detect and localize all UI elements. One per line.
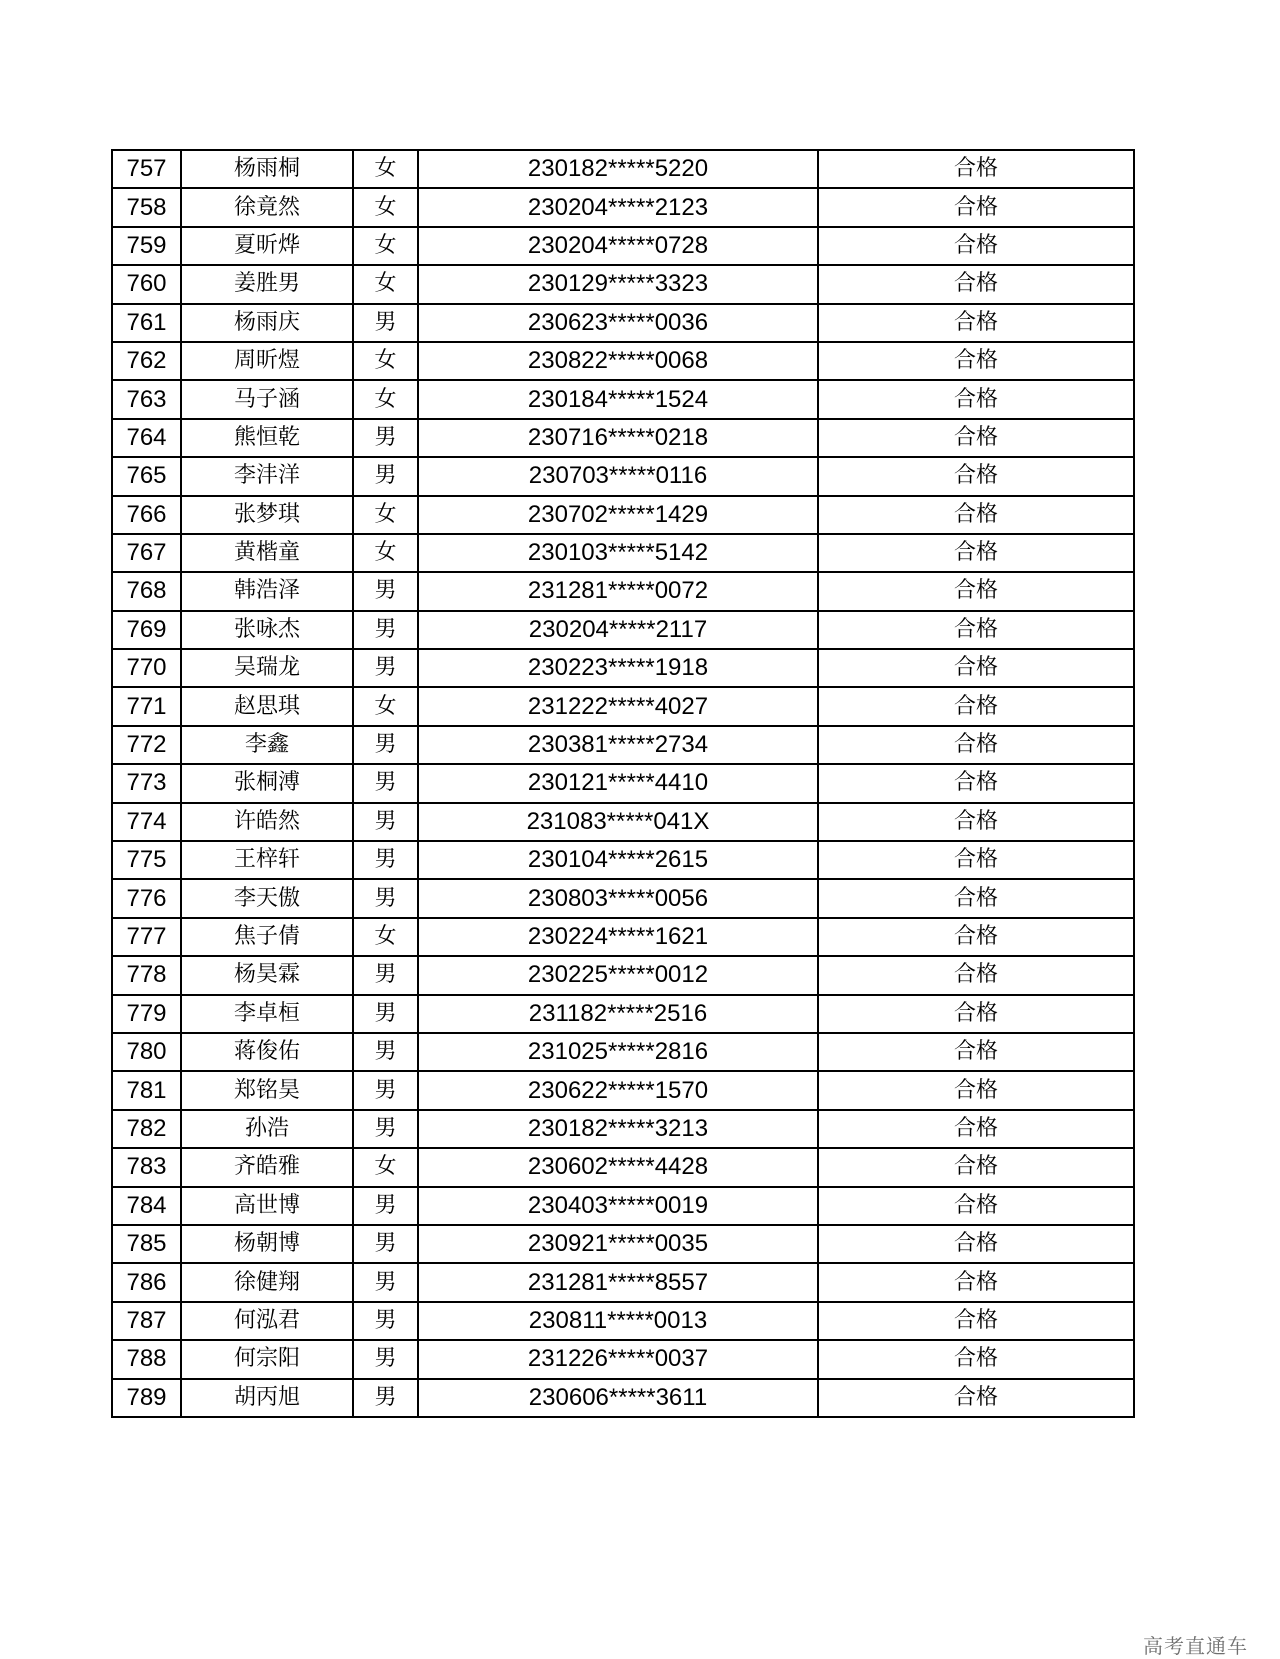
cell-name: 李沣洋 <box>181 457 353 495</box>
cell-result: 合格 <box>818 687 1134 725</box>
table-row <box>112 188 1134 226</box>
table-row <box>112 956 1134 994</box>
cell-id-number: 230224*****1621 <box>418 918 818 956</box>
cell-gender: 男 <box>353 726 418 764</box>
cell-number: 779 <box>112 995 181 1033</box>
cell-number: 784 <box>112 1187 181 1225</box>
cell-number: 767 <box>112 534 181 572</box>
cell-id-number: 230104*****2615 <box>418 841 818 879</box>
table-row <box>112 150 1134 188</box>
cell-gender: 男 <box>353 1071 418 1109</box>
cell-id-number: 231182*****2516 <box>418 995 818 1033</box>
table-row <box>112 611 1134 649</box>
cell-result: 合格 <box>818 1225 1134 1263</box>
cell-result: 合格 <box>818 611 1134 649</box>
cell-result: 合格 <box>818 726 1134 764</box>
cell-gender: 女 <box>353 265 418 303</box>
cell-gender: 男 <box>353 879 418 917</box>
table-row <box>112 534 1134 572</box>
cell-name: 马子涵 <box>181 380 353 418</box>
cell-name: 李鑫 <box>181 726 353 764</box>
cell-name: 杨朝博 <box>181 1225 353 1263</box>
cell-result: 合格 <box>818 572 1134 610</box>
table-row <box>112 687 1134 725</box>
cell-result: 合格 <box>818 841 1134 879</box>
cell-gender: 男 <box>353 803 418 841</box>
cell-number: 765 <box>112 457 181 495</box>
cell-number: 780 <box>112 1033 181 1071</box>
cell-result: 合格 <box>818 1187 1134 1225</box>
cell-id-number: 230225*****0012 <box>418 956 818 994</box>
cell-name: 杨雨桐 <box>181 150 353 188</box>
cell-number: 789 <box>112 1379 181 1417</box>
cell-number: 761 <box>112 304 181 342</box>
cell-result: 合格 <box>818 1033 1134 1071</box>
table-row <box>112 496 1134 534</box>
table-row <box>112 1148 1134 1186</box>
cell-id-number: 230811*****0013 <box>418 1302 818 1340</box>
cell-name: 韩浩泽 <box>181 572 353 610</box>
cell-name: 李天傲 <box>181 879 353 917</box>
cell-number: 770 <box>112 649 181 687</box>
cell-id-number: 230182*****3213 <box>418 1110 818 1148</box>
cell-name: 杨昊霖 <box>181 956 353 994</box>
cell-result: 合格 <box>818 995 1134 1033</box>
table-row <box>112 342 1134 380</box>
table-row <box>112 726 1134 764</box>
cell-id-number: 231083*****041X <box>418 803 818 841</box>
cell-gender: 男 <box>353 764 418 802</box>
cell-gender: 男 <box>353 956 418 994</box>
cell-id-number: 231226*****0037 <box>418 1340 818 1378</box>
cell-name: 夏昕烨 <box>181 227 353 265</box>
cell-number: 781 <box>112 1071 181 1109</box>
table-row <box>112 841 1134 879</box>
cell-result: 合格 <box>818 1110 1134 1148</box>
cell-number: 766 <box>112 496 181 534</box>
table-row <box>112 1071 1134 1109</box>
cell-result: 合格 <box>818 1302 1134 1340</box>
table-row <box>112 265 1134 303</box>
cell-result: 合格 <box>818 265 1134 303</box>
cell-name: 熊恒乾 <box>181 419 353 457</box>
table-row <box>112 227 1134 265</box>
cell-number: 782 <box>112 1110 181 1148</box>
cell-result: 合格 <box>818 1263 1134 1301</box>
cell-gender: 男 <box>353 995 418 1033</box>
cell-number: 773 <box>112 764 181 802</box>
cell-name: 徐健翔 <box>181 1263 353 1301</box>
table-row <box>112 304 1134 342</box>
cell-name: 姜胜男 <box>181 265 353 303</box>
cell-result: 合格 <box>818 227 1134 265</box>
cell-id-number: 230403*****0019 <box>418 1187 818 1225</box>
cell-name: 何宗阳 <box>181 1340 353 1378</box>
cell-gender: 男 <box>353 1110 418 1148</box>
table-row <box>112 1187 1134 1225</box>
roster-table <box>111 149 1135 1418</box>
cell-number: 759 <box>112 227 181 265</box>
cell-result: 合格 <box>818 918 1134 956</box>
cell-gender: 男 <box>353 304 418 342</box>
cell-name: 孙浩 <box>181 1110 353 1148</box>
cell-name: 赵思琪 <box>181 687 353 725</box>
cell-name: 黄楷童 <box>181 534 353 572</box>
table-row <box>112 649 1134 687</box>
cell-name: 高世博 <box>181 1187 353 1225</box>
table-row <box>112 1379 1134 1417</box>
cell-id-number: 231281*****0072 <box>418 572 818 610</box>
cell-name: 杨雨庆 <box>181 304 353 342</box>
cell-name: 张梦琪 <box>181 496 353 534</box>
cell-gender: 女 <box>353 227 418 265</box>
cell-gender: 男 <box>353 649 418 687</box>
cell-number: 772 <box>112 726 181 764</box>
cell-gender: 男 <box>353 1187 418 1225</box>
cell-result: 合格 <box>818 879 1134 917</box>
cell-id-number: 230184*****1524 <box>418 380 818 418</box>
cell-result: 合格 <box>818 188 1134 226</box>
table-row <box>112 995 1134 1033</box>
cell-number: 783 <box>112 1148 181 1186</box>
cell-gender: 男 <box>353 457 418 495</box>
table-row <box>112 457 1134 495</box>
cell-gender: 男 <box>353 419 418 457</box>
cell-number: 787 <box>112 1302 181 1340</box>
cell-id-number: 231281*****8557 <box>418 1263 818 1301</box>
table-row <box>112 1340 1134 1378</box>
cell-gender: 女 <box>353 150 418 188</box>
cell-id-number: 231222*****4027 <box>418 687 818 725</box>
cell-name: 吴瑞龙 <box>181 649 353 687</box>
cell-result: 合格 <box>818 764 1134 802</box>
cell-name: 张桐溥 <box>181 764 353 802</box>
cell-gender: 男 <box>353 611 418 649</box>
cell-id-number: 230204*****2123 <box>418 188 818 226</box>
cell-name: 王梓轩 <box>181 841 353 879</box>
cell-id-number: 230622*****1570 <box>418 1071 818 1109</box>
cell-gender: 男 <box>353 841 418 879</box>
cell-id-number: 230921*****0035 <box>418 1225 818 1263</box>
cell-id-number: 230803*****0056 <box>418 879 818 917</box>
cell-id-number: 230381*****2734 <box>418 726 818 764</box>
cell-gender: 男 <box>353 1302 418 1340</box>
table-row <box>112 1302 1134 1340</box>
cell-gender: 男 <box>353 1225 418 1263</box>
table-row <box>112 1263 1134 1301</box>
table-row <box>112 572 1134 610</box>
cell-id-number: 230716*****0218 <box>418 419 818 457</box>
cell-number: 768 <box>112 572 181 610</box>
cell-number: 777 <box>112 918 181 956</box>
cell-number: 775 <box>112 841 181 879</box>
roster-body <box>112 150 1134 1417</box>
cell-number: 764 <box>112 419 181 457</box>
table-row <box>112 803 1134 841</box>
cell-gender: 男 <box>353 572 418 610</box>
cell-number: 771 <box>112 687 181 725</box>
cell-name: 周昕煜 <box>181 342 353 380</box>
watermark-text: 高考直通车 <box>1143 1634 1248 1658</box>
cell-id-number: 230103*****5142 <box>418 534 818 572</box>
cell-number: 762 <box>112 342 181 380</box>
cell-result: 合格 <box>818 1340 1134 1378</box>
cell-name: 李卓桓 <box>181 995 353 1033</box>
cell-gender: 男 <box>353 1263 418 1301</box>
cell-gender: 女 <box>353 380 418 418</box>
cell-id-number: 230223*****1918 <box>418 649 818 687</box>
table-row <box>112 380 1134 418</box>
cell-gender: 女 <box>353 188 418 226</box>
cell-gender: 女 <box>353 1148 418 1186</box>
cell-id-number: 230204*****2117 <box>418 611 818 649</box>
cell-gender: 女 <box>353 687 418 725</box>
cell-name: 郑铭昊 <box>181 1071 353 1109</box>
cell-name: 许皓然 <box>181 803 353 841</box>
cell-id-number: 230204*****0728 <box>418 227 818 265</box>
cell-gender: 男 <box>353 1033 418 1071</box>
cell-id-number: 231025*****2816 <box>418 1033 818 1071</box>
cell-result: 合格 <box>818 649 1134 687</box>
cell-id-number: 230703*****0116 <box>418 457 818 495</box>
cell-number: 774 <box>112 803 181 841</box>
cell-id-number: 230129*****3323 <box>418 265 818 303</box>
cell-name: 齐皓雅 <box>181 1148 353 1186</box>
cell-name: 胡丙旭 <box>181 1379 353 1417</box>
cell-result: 合格 <box>818 496 1134 534</box>
cell-id-number: 230602*****4428 <box>418 1148 818 1186</box>
cell-number: 785 <box>112 1225 181 1263</box>
cell-name: 何泓君 <box>181 1302 353 1340</box>
cell-number: 758 <box>112 188 181 226</box>
cell-number: 788 <box>112 1340 181 1378</box>
cell-gender: 女 <box>353 918 418 956</box>
cell-result: 合格 <box>818 380 1134 418</box>
cell-result: 合格 <box>818 304 1134 342</box>
cell-id-number: 230623*****0036 <box>418 304 818 342</box>
cell-result: 合格 <box>818 1379 1134 1417</box>
cell-id-number: 230121*****4410 <box>418 764 818 802</box>
cell-result: 合格 <box>818 1148 1134 1186</box>
cell-id-number: 230182*****5220 <box>418 150 818 188</box>
cell-number: 776 <box>112 879 181 917</box>
cell-id-number: 230606*****3611 <box>418 1379 818 1417</box>
cell-number: 763 <box>112 380 181 418</box>
cell-result: 合格 <box>818 150 1134 188</box>
cell-result: 合格 <box>818 956 1134 994</box>
cell-name: 焦子倩 <box>181 918 353 956</box>
cell-id-number: 230702*****1429 <box>418 496 818 534</box>
cell-gender: 女 <box>353 534 418 572</box>
cell-result: 合格 <box>818 457 1134 495</box>
cell-name: 徐竟然 <box>181 188 353 226</box>
cell-number: 778 <box>112 956 181 994</box>
cell-result: 合格 <box>818 419 1134 457</box>
cell-result: 合格 <box>818 803 1134 841</box>
cell-number: 760 <box>112 265 181 303</box>
cell-gender: 男 <box>353 1340 418 1378</box>
cell-name: 张咏杰 <box>181 611 353 649</box>
table-row <box>112 764 1134 802</box>
table-row <box>112 419 1134 457</box>
table-row <box>112 1110 1134 1148</box>
cell-result: 合格 <box>818 342 1134 380</box>
cell-gender: 女 <box>353 496 418 534</box>
cell-gender: 女 <box>353 342 418 380</box>
cell-id-number: 230822*****0068 <box>418 342 818 380</box>
cell-number: 786 <box>112 1263 181 1301</box>
cell-number: 769 <box>112 611 181 649</box>
cell-number: 757 <box>112 150 181 188</box>
table-row <box>112 918 1134 956</box>
cell-gender: 男 <box>353 1379 418 1417</box>
cell-result: 合格 <box>818 534 1134 572</box>
cell-result: 合格 <box>818 1071 1134 1109</box>
table-row <box>112 1033 1134 1071</box>
cell-name: 蒋俊佑 <box>181 1033 353 1071</box>
table-row <box>112 879 1134 917</box>
table-row <box>112 1225 1134 1263</box>
